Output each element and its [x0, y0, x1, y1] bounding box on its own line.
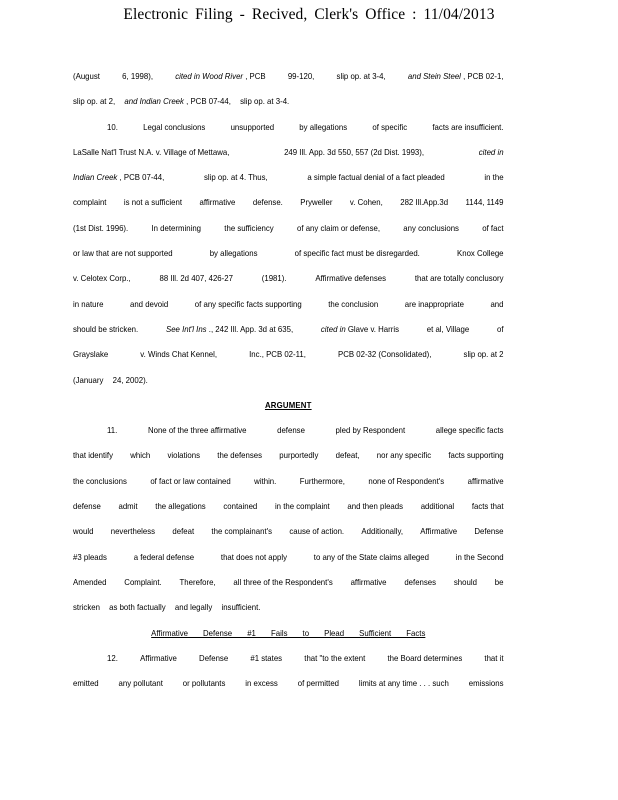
- text-line: slip op. at 2, and Indian Creek , PCB 07-44, slip op. at 3-4.: [73, 96, 290, 107]
- text-line: LaSalle Nat'l Trust N.A. v. Village of Mettawa, 249 Ill. App. 3d 550, 557 (2d Dist. 1993), cited in: [73, 146, 504, 157]
- text-line: that identify which violations the defenses purportedly defeat, nor any specific facts supporting: [73, 450, 504, 461]
- text-line: 11. None of the three affirmative defense pled by Respondent allege specific facts: [107, 425, 504, 436]
- text-line: Indian Creek , PCB 07-44, slip op. at 4. Thus, a simple factual denial of a fact pleaded in the: [73, 172, 504, 183]
- text-line: the conclusions of fact or law contained within. Furthermore, none of Respondent's affirmative: [73, 475, 504, 486]
- document-body: [73, 70, 504, 702]
- text-line: would nevertheless defeat the complainant's cause of action. Additionally, Affirmative Defense: [73, 526, 504, 537]
- text-line: stricken as both factually and legally insufficient.: [73, 602, 261, 613]
- text-line: emitted any pollutant or pollutants in excess of permitted limits at any time . . . such emissions: [73, 678, 504, 689]
- text-line: 10. Legal conclusions unsupported by allegations of specific facts are insufficient.: [107, 121, 504, 132]
- text-line: or law that are not supported by allegations of specific fact must be disregarded. Knox College: [73, 248, 504, 259]
- text-line: in nature and devoid of any specific facts supporting the conclusion are inappropriate and: [73, 298, 504, 309]
- text-line: v. Celotex Corp., 88 Ill. 2d 407, 426-27 (1981). Affirmative defenses that are totally conclusory: [73, 273, 504, 284]
- text-line: 12. Affirmative Defense #1 states that "to the extent the Board determines that it: [107, 652, 504, 663]
- text-line: should be stricken. See Int'l Ins ., 242 Ill. App. 3d at 635, cited in Glave v. Harris et al, Village of: [73, 323, 504, 334]
- text-line: defense admit the allegations contained in the complaint and then pleads additional facts that: [73, 501, 504, 512]
- argument-heading: ARGUMENT: [264, 399, 312, 410]
- text-line: (August 6, 1998), cited in Wood River , PCB 99-120, slip op. at 3-4, and Stein Steel , PCB 02-1,: [73, 71, 504, 81]
- text-line: (January 24, 2002).: [73, 374, 148, 385]
- text-line: (1st Dist. 1996). In determining the sufficiency of any claim or defense, any conclusions of fact: [73, 222, 504, 233]
- section-heading-row: [73, 399, 504, 411]
- text-line: complaint is not a sufficient affirmative defense. Pryweller v. Cohen, 282 Ill.App.3d 1144, 1149: [73, 197, 504, 208]
- filing-stamp-header: Electronic Filing - Recived, Clerk's Office : 11/04/2013: [123, 6, 495, 23]
- text-line: Grayslake v. Winds Chat Kennel, Inc., PCB 02-11, PCB 02-32 (Consolidated), slip op. at 2: [73, 349, 504, 360]
- text-line: #3 pleads a federal defense that does not apply to any of the State claims alleged in the Second: [73, 551, 504, 562]
- section-heading-row: [73, 627, 504, 639]
- text-line: Amended Complaint. Therefore, all three of the Respondent's affirmative defenses should be: [73, 576, 504, 587]
- affirmative-defense-heading: Affirmative Defense #1 Fails to Plead Sufficient Facts: [151, 627, 426, 638]
